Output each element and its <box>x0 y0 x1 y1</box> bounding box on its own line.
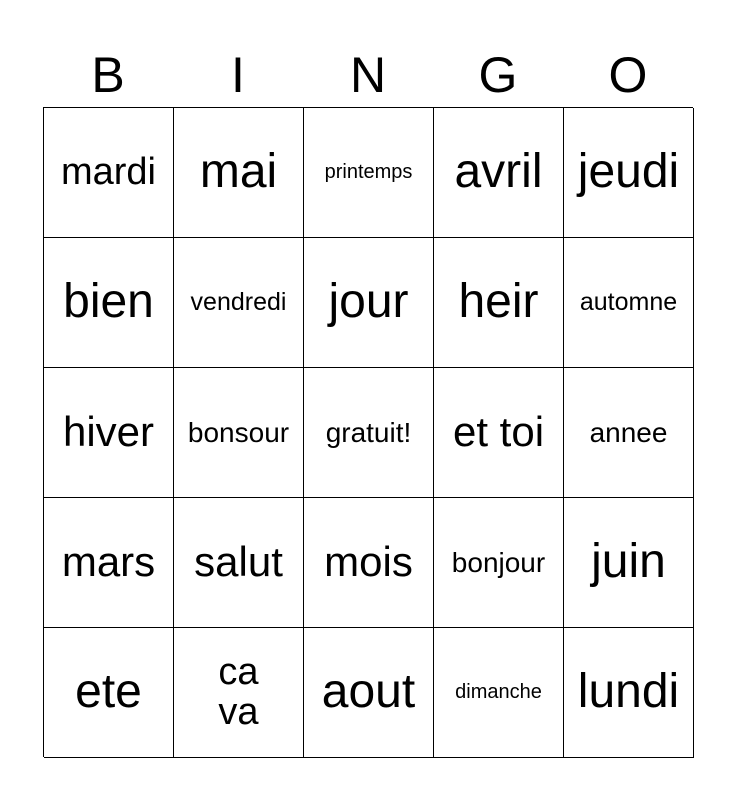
bingo-cell-r3-c0[interactable] <box>44 498 174 628</box>
cell-text: automne <box>579 288 678 317</box>
bingo-cell-r0-c4[interactable] <box>564 108 694 238</box>
cell-text: aout <box>321 665 416 719</box>
cell-text: avril <box>454 145 543 199</box>
bingo-cell-r4-c1[interactable] <box>174 628 304 758</box>
cell-text: et toi <box>452 408 545 456</box>
cell-text: annee <box>589 416 668 448</box>
cell-text: mai <box>199 145 278 199</box>
cell-text: jour <box>328 275 409 329</box>
cell-text: vendredi <box>190 288 287 317</box>
cell-text: salut <box>194 538 283 586</box>
header-letter-b: B <box>91 47 125 103</box>
cell-text: printemps <box>324 161 413 183</box>
cell-text: gratuit! <box>325 416 412 448</box>
bingo-cell-r3-c3[interactable] <box>434 498 564 628</box>
cell-text: mardi <box>60 150 157 193</box>
cell-text: bien <box>63 275 154 329</box>
bingo-cell-r3-c4[interactable] <box>564 498 694 628</box>
cell-text: ca va <box>218 650 259 733</box>
cell-text: mars <box>61 538 156 586</box>
cell-text: hiver <box>62 408 155 456</box>
bingo-cell-r4-c2[interactable] <box>304 628 434 758</box>
bingo-cell-r1-c2[interactable] <box>304 238 434 368</box>
header-letter-n: N <box>349 47 387 103</box>
bingo-cell-r2-c3[interactable] <box>434 368 564 498</box>
cell-text: bonsour <box>187 416 290 448</box>
cell-text: juin <box>591 535 666 589</box>
bingo-cell-r2-c1[interactable] <box>174 368 304 498</box>
bingo-cell-r2-c2[interactable] <box>304 368 434 498</box>
bingo-cell-r4-c3[interactable] <box>434 628 564 758</box>
bingo-cell-r3-c2[interactable] <box>304 498 434 628</box>
cell-text: dimanche <box>455 681 542 703</box>
bingo-cell-r4-c0[interactable] <box>44 628 174 758</box>
bingo-cell-r1-c3[interactable] <box>434 238 564 368</box>
header-letter-i: I <box>231 47 245 103</box>
cell-text: heir <box>458 275 539 329</box>
cell-text: jeudi <box>577 145 680 199</box>
cell-text: bonjour <box>451 546 546 578</box>
bingo-cell-r0-c1[interactable] <box>174 108 304 238</box>
bingo-cell-r0-c0[interactable] <box>44 108 174 238</box>
bingo-cell-r0-c3[interactable] <box>434 108 564 238</box>
bingo-cell-r1-c4[interactable] <box>564 238 694 368</box>
bingo-header <box>43 44 693 106</box>
cell-text: ete <box>75 665 142 719</box>
bingo-cell-r0-c2[interactable] <box>304 108 434 238</box>
bingo-cell-r1-c1[interactable] <box>174 238 304 368</box>
bingo-cell-r4-c4[interactable] <box>564 628 694 758</box>
bingo-cell-r1-c0[interactable] <box>44 238 174 368</box>
header-letter-o: O <box>608 47 648 103</box>
bingo-card <box>43 107 693 757</box>
header-letter-g: G <box>478 47 518 103</box>
bingo-cell-r3-c1[interactable] <box>174 498 304 628</box>
cell-text: mois <box>324 538 413 586</box>
bingo-cell-r2-c4[interactable] <box>564 368 694 498</box>
cell-text: lundi <box>577 665 680 719</box>
bingo-cell-r2-c0[interactable] <box>44 368 174 498</box>
